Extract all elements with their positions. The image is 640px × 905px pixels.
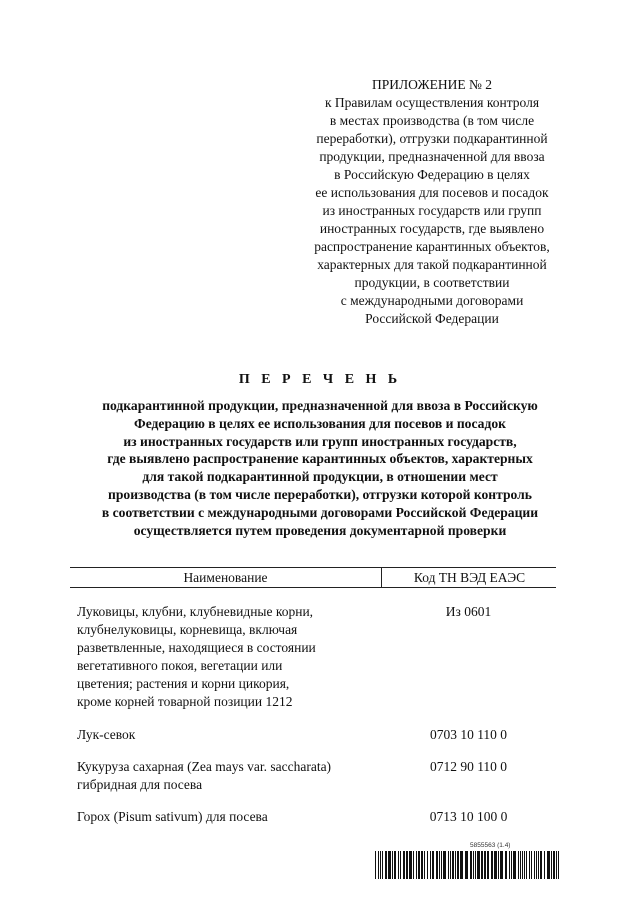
appendix-line: ее использования для посевов и посадок xyxy=(315,185,549,200)
row-name-line: разветвленные, находящиеся в состоянии xyxy=(77,639,316,655)
row-name-line: Кукуруза сахарная (Zea mays var. saccharata) xyxy=(77,759,332,775)
barcode-bar xyxy=(556,851,557,879)
column-header-code: Код ТН ВЭД ЕАЭС xyxy=(381,568,557,587)
barcode-bar xyxy=(498,851,499,879)
row-name xyxy=(70,808,377,826)
barcode-bar xyxy=(416,851,417,879)
barcode-bar xyxy=(475,851,476,879)
appendix-block xyxy=(282,76,582,328)
barcode-bar xyxy=(421,851,423,879)
row-name-line: Горох (Pisum sativum) для посева xyxy=(77,809,268,825)
subtitle-line: в соответствии с международными договорами Российской Федерации xyxy=(101,504,539,520)
appendix-line: характерных для такой подкарантинной xyxy=(317,257,547,272)
row-code: 0713 10 100 0 xyxy=(429,809,508,825)
barcode-bar xyxy=(544,851,545,879)
barcode-bar xyxy=(505,851,507,879)
barcode-bar xyxy=(413,851,414,879)
barcode-bar xyxy=(558,851,559,879)
barcode-bar xyxy=(536,851,537,879)
barcode-bar xyxy=(455,851,456,879)
row-name-line: вегетативного покоя, вегетации или xyxy=(77,657,283,673)
row-name-line: цветения; растения и корни цикория, xyxy=(77,675,290,691)
document-title: П Е Р Е Ч Е Н Ь xyxy=(238,372,402,387)
row-name-line: кроме корней товарной позиции 1212 xyxy=(77,693,293,709)
appendix-line: распространение карантинных объектов, xyxy=(314,239,550,254)
barcode-bar xyxy=(382,851,383,879)
barcode-bar xyxy=(509,851,510,879)
subtitle-line: для такой подкарантинной продукции, в отношении мест xyxy=(142,469,498,485)
appendix-line: к Правилам осуществления контроля xyxy=(324,95,540,110)
barcode-bar xyxy=(511,851,512,879)
subtitle-line: Федерацию в целях ее использования для посевов и посадок xyxy=(134,415,506,431)
subtitle-line: где выявлено распространение карантинных объектов, характерных xyxy=(107,451,533,467)
barcode-bar xyxy=(513,851,516,879)
appendix-line: с международными договорами xyxy=(340,293,524,308)
barcode-bar xyxy=(500,851,503,879)
row-name xyxy=(70,603,377,710)
barcode-bar xyxy=(450,851,451,879)
subtitle-line: подкарантинной продукции, предназначенной для ввоза в Российскую xyxy=(102,398,538,413)
barcode-bar xyxy=(400,851,401,879)
subtitle-line: из иностранных государств или групп иностранных государств, xyxy=(123,433,517,449)
barcode-bar xyxy=(380,851,381,879)
row-name-line: Лук-севок xyxy=(77,727,136,743)
barcode-bar xyxy=(531,851,532,879)
appendix-line: переработки), отгрузки подкарантинной xyxy=(316,131,548,146)
row-code: Из 0601 xyxy=(445,604,492,619)
barcode-bar xyxy=(540,851,542,879)
barcode-bar xyxy=(460,851,463,879)
table-header xyxy=(70,567,556,588)
barcode-bar xyxy=(394,851,396,879)
barcode-bar xyxy=(524,851,525,879)
barcode-bar xyxy=(443,851,446,879)
barcode-bar xyxy=(385,851,387,879)
appendix-line: ПРИЛОЖЕНИЕ № 2 xyxy=(371,77,493,92)
document-subtitle xyxy=(40,397,600,539)
barcode-number: 5855563 (1.4) xyxy=(470,842,511,849)
barcode-bar xyxy=(441,851,442,879)
row-name xyxy=(70,758,377,794)
barcode-bar xyxy=(432,851,434,879)
barcode-bar xyxy=(424,851,425,879)
appendix-line: Российской Федерации xyxy=(365,311,499,326)
barcode-bar xyxy=(481,851,483,879)
barcode-bar xyxy=(477,851,480,879)
barcode-bar xyxy=(487,851,489,879)
row-name-line: Луковицы, клубни, клубневидные корни, xyxy=(77,604,314,619)
barcode-bar xyxy=(494,851,497,879)
barcode-bar xyxy=(452,851,454,879)
subtitle-line: производства (в том числе переработки), отгрузки которой контроль xyxy=(108,486,532,502)
row-name xyxy=(70,726,377,744)
table-row xyxy=(70,758,556,794)
appendix-line: продукции, предназначенной для ввоза xyxy=(319,149,545,164)
row-code: 0703 10 110 0 xyxy=(429,727,508,743)
barcode-bar xyxy=(520,851,521,879)
barcode-bar xyxy=(522,851,523,879)
barcode-bar xyxy=(430,851,431,879)
barcode-bar xyxy=(388,851,391,879)
column-header-name: Наименование xyxy=(183,570,268,585)
appendix-line: продукции, в соответствии xyxy=(354,275,510,290)
table-row xyxy=(70,808,556,826)
barcode-bar xyxy=(553,851,555,879)
barcode-bar xyxy=(529,851,530,879)
barcode-bar xyxy=(403,851,405,879)
barcode-bar xyxy=(465,851,468,879)
barcode-bar xyxy=(534,851,535,879)
barcode-bar xyxy=(470,851,472,879)
row-name-line: гибридная для посева xyxy=(77,777,203,793)
appendix-line: в Российскую Федерацию в целях xyxy=(334,167,530,182)
barcode-bar xyxy=(436,851,438,879)
barcode-bar xyxy=(427,851,428,879)
row-code: 0712 90 110 0 xyxy=(429,759,508,775)
barcode-bar xyxy=(418,851,420,879)
table-row xyxy=(70,726,556,744)
appendix-line: иностранных государств, где выявлено xyxy=(319,221,545,236)
barcode-bar xyxy=(457,851,459,879)
barcode-bar xyxy=(538,851,539,879)
table-row xyxy=(70,603,556,710)
barcode-bar xyxy=(491,851,493,879)
barcode-bar xyxy=(409,851,412,879)
appendix-line: в местах производства (в том числе xyxy=(329,113,535,128)
products-table xyxy=(70,567,556,826)
barcode-bar xyxy=(406,851,408,879)
barcode-bar xyxy=(518,851,519,879)
appendix-line: из иностранных государств или групп xyxy=(322,203,542,218)
barcode-image xyxy=(375,851,561,879)
subtitle-line: осуществляется путем проведения документарной проверки xyxy=(133,522,507,538)
barcode-bar xyxy=(392,851,393,879)
barcode-bar xyxy=(375,851,376,879)
barcode-bar xyxy=(547,851,550,879)
barcode-bar xyxy=(526,851,527,879)
row-name-line: клубнелуковицы, корневища, включая xyxy=(77,621,298,637)
barcode-bar xyxy=(439,851,440,879)
barcode-bar xyxy=(551,851,552,879)
barcode-bar xyxy=(378,851,379,879)
barcode-bar xyxy=(484,851,486,879)
barcode-bar xyxy=(398,851,399,879)
barcode-bar xyxy=(448,851,449,879)
barcode-bar xyxy=(473,851,474,879)
